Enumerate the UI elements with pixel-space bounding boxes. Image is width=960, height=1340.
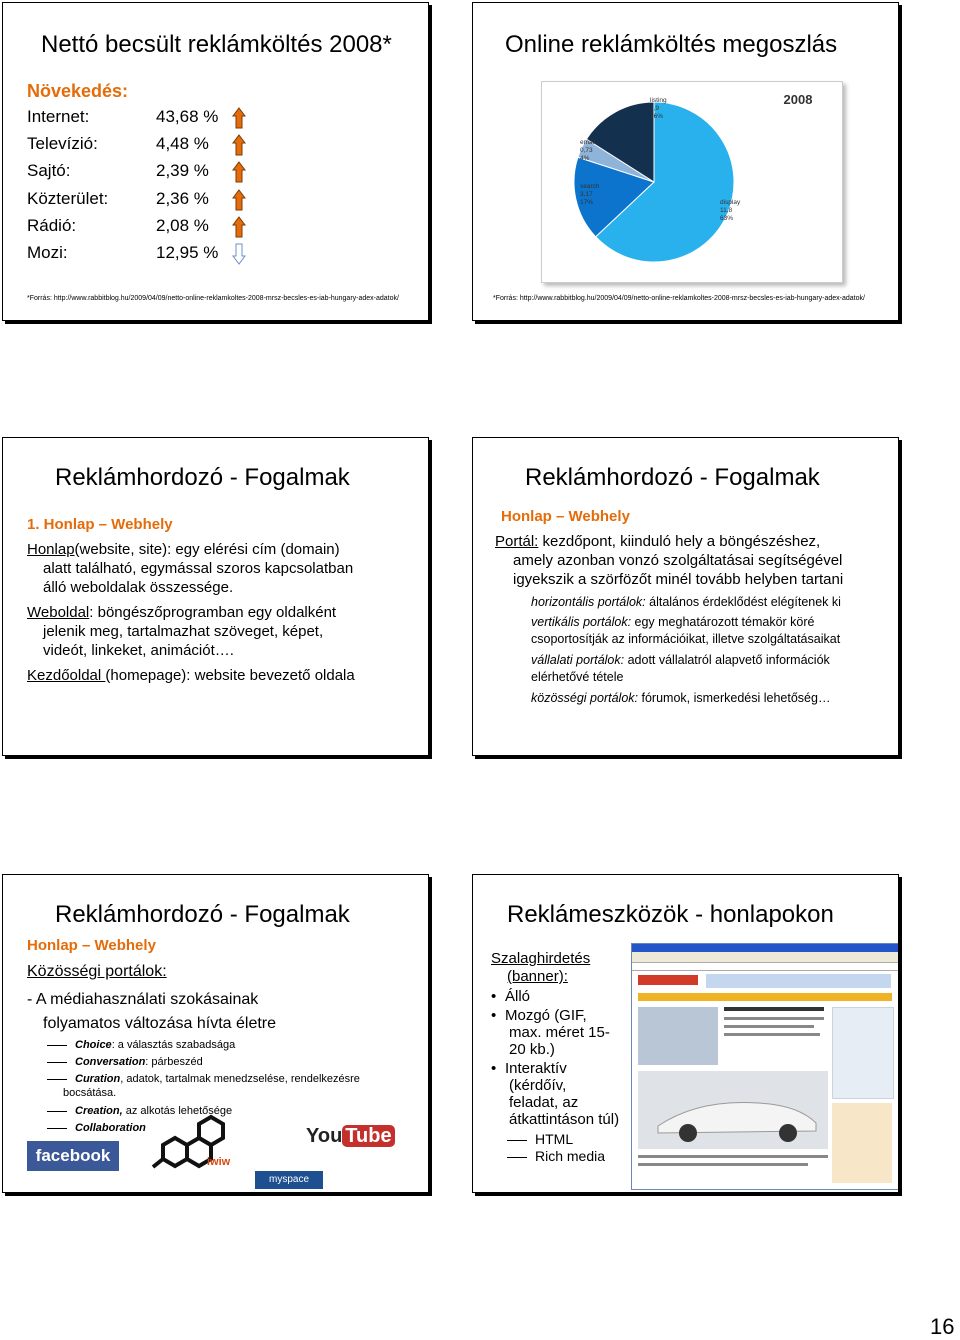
arrow-up-icon [232, 189, 246, 211]
portal-type-text: csoportosítják az információikat, illetve szolgáltatásaikat [531, 632, 841, 646]
definition-text: álló weboldalak összessége. [43, 579, 234, 596]
myspace-logo: myspace [255, 1171, 323, 1189]
sub-item-text: Rich media [535, 1148, 606, 1164]
community-heading: Közösségi portálok: [27, 963, 167, 980]
list-item-term: Choice [75, 1039, 112, 1051]
media-label: Mozi: [27, 243, 68, 262]
bullet-text: (kérdőív, [509, 1077, 567, 1094]
slide-title: Nettó becsült reklámköltés 2008* [41, 31, 392, 58]
list-item [47, 1071, 360, 1088]
dash-icon [47, 1062, 67, 1063]
portal-type-corporate [531, 652, 830, 669]
definition-weboldal [27, 603, 336, 622]
portal-type-term: vállalati portálok: [531, 653, 625, 667]
browser-address-bar [632, 963, 898, 971]
pie-label-display: display 11,8 63% [720, 199, 741, 222]
portal-type-term: horizontális portálok: [531, 595, 646, 609]
portal-type-community [531, 690, 830, 707]
media-label: Televízió: [27, 134, 98, 154]
source-note: *Forrás: http://www.rabbitblog.hu/2009/04/09/netto-online-reklamkoltes-2008-mrsz-becsles-es-iab-hungary-adex-adatok/ [493, 295, 865, 302]
list-item-term: Creation, [75, 1105, 123, 1117]
growth-row [27, 161, 247, 187]
banner-heading: (banner): [507, 968, 568, 985]
bullet-text: Álló [505, 988, 531, 1005]
bullet-item: • Mozgó (GIF, [491, 1007, 587, 1024]
list-item-term: Collaboration [75, 1122, 146, 1134]
bullet-text: Mozgó (GIF, [505, 1007, 587, 1024]
youtube-logo [306, 1125, 395, 1148]
definition-text: kezdőpont, kiinduló hely a böngészéshez, [538, 533, 821, 550]
pie-chart-frame [541, 81, 843, 283]
sub-item-text: HTML [535, 1131, 574, 1147]
page-number: 16 [930, 1314, 955, 1339]
slide-title: Reklámeszközök - honlapokon [507, 901, 834, 928]
portal-type-text: elérhetővé tétele [531, 670, 624, 684]
media-label: Sajtó: [27, 161, 71, 181]
definition-text: (homepage): website bevezető oldala [105, 667, 355, 684]
media-label: Internet: [27, 107, 90, 126]
banner-heading: Szalaghirdetés [491, 950, 591, 967]
portal-type-term: vertikális portálok: [531, 615, 632, 629]
slide-subtitle: Honlap – Webhely [27, 937, 156, 954]
dash-icon [47, 1045, 67, 1046]
definition-text: igyekszik a szörfözőt minél tovább helyben tartani [513, 571, 844, 588]
text-line [724, 1025, 814, 1028]
dash-icon [47, 1128, 67, 1129]
slide-subtitle: Honlap – Webhely [501, 508, 630, 525]
bullet-text: átkattintáson túl) [509, 1111, 620, 1128]
browser-titlebar [632, 944, 898, 952]
term-weboldal: Weboldal [27, 604, 90, 621]
portal-type-text: egy meghatározott témakör köré [631, 615, 815, 629]
bullet-item: • Álló [491, 988, 531, 1005]
lead-text: folyamatos változása hívta életre [43, 1015, 277, 1032]
pie-chart [542, 82, 842, 282]
svg-text:iwiw: iwiw [207, 1156, 231, 1168]
term-kezdooldal: Kezdőoldal [27, 667, 106, 684]
list-item-text: : párbeszéd [145, 1056, 203, 1068]
lead-text: - A médiahasználati szokásainak [27, 991, 259, 1008]
definition-text: amely azonban vonzó szolgáltatásai segítségével [513, 552, 843, 569]
portal-type-text: fórumok, ismerkedési lehetőség… [638, 691, 831, 705]
site-navigation [638, 993, 892, 1001]
source-note: *Forrás: http://www.rabbitblog.hu/2009/04/09/netto-online-reklamkoltes-2008-mrsz-becsles-es-iab-hungary-adex-adatok/ [27, 295, 399, 302]
slide-title: Online reklámköltés megoszlás [505, 31, 838, 58]
slide-title: Reklámhordozó - Fogalmak [55, 464, 350, 491]
growth-value: 4,48 % [156, 134, 209, 154]
arrow-up-icon [232, 107, 246, 129]
headline [724, 1007, 824, 1011]
bullet-item: • Interaktív [491, 1060, 567, 1077]
list-item [47, 1054, 203, 1071]
browser-toolbar [632, 952, 898, 963]
list-item-continuation: bocsátása. [63, 1087, 117, 1099]
arrow-up-icon [232, 134, 246, 156]
pie-label-listing: listing 2,9 16% [650, 97, 667, 120]
growth-value: 43,68 % [156, 107, 219, 126]
term-honlap: Honlap [27, 541, 75, 558]
definition-text: (website, site): egy elérési cím (domain) [74, 541, 340, 558]
text-line [724, 1017, 824, 1020]
slide-community-portals [2, 874, 429, 1193]
browser-viewport [632, 971, 898, 1189]
definition-honlap [27, 540, 340, 559]
growth-value: 2,08 % [156, 215, 209, 235]
news-photo [638, 1007, 718, 1065]
youtube-logo-tube: Tube [342, 1125, 394, 1147]
pie-label-email: email 0,73 4% [580, 139, 596, 162]
growth-value: 2,36 % [156, 188, 209, 208]
slide-online-ad-share [472, 2, 899, 321]
media-label: Rádió: [27, 215, 77, 235]
pie-label-search: search 3,17 17% [580, 183, 600, 206]
text-line [638, 1163, 808, 1166]
facebook-logo: facebook [27, 1141, 119, 1171]
list-item [47, 1103, 232, 1120]
list-item-text: az alkotás lehetősége [122, 1105, 233, 1117]
growth-value: 12,95 % [156, 243, 219, 262]
definition-kezdooldal [27, 666, 355, 685]
growth-row [27, 243, 247, 269]
list-item-text: : a választás szabadsága [111, 1039, 236, 1051]
definition-text: : böngészőprogramban egy oldalként [89, 604, 337, 621]
bullet-text: max. méret 15- [509, 1024, 610, 1041]
top-banner-ad [706, 974, 891, 988]
growth-row [27, 134, 247, 160]
portal-type-vertical [531, 614, 814, 631]
portal-type-text: adott vállalatról alapvető információk [624, 653, 830, 667]
portal-type-horizontal [531, 594, 841, 611]
growth-heading: Növekedés: [27, 81, 129, 101]
definition-text: alatt található, egymással szoros kapcsolatban [43, 560, 354, 577]
portal-type-text: általános érdeklődést elégítenek ki [645, 595, 841, 609]
growth-row [27, 107, 247, 133]
list-item [47, 1037, 235, 1054]
list-item-text: , adatok, tartalmak menedzselése, rendelkezésre [120, 1073, 360, 1085]
slide-ad-tools [472, 874, 899, 1193]
term-portal: Portál: [495, 533, 539, 550]
slide-concepts-portal [472, 437, 899, 756]
slide-title: Reklámhordozó - Fogalmak [55, 901, 350, 928]
slide-concepts-website [2, 437, 429, 756]
bullet-text: Interaktív [505, 1060, 567, 1077]
dash-icon [47, 1111, 67, 1112]
arrow-up-icon [232, 161, 246, 183]
definition-text: jelenik meg, tartalmazhat szöveget, képet, [43, 623, 324, 640]
sub-item [507, 1147, 605, 1166]
side-banner-ad [832, 1103, 892, 1183]
definition-text: videót, linkeket, animációt…. [43, 642, 234, 659]
bullet-text: feladat, az [509, 1094, 579, 1111]
dash-icon [47, 1079, 67, 1080]
text-line [638, 1155, 828, 1158]
list-item [47, 1120, 146, 1137]
arrow-up-icon [232, 216, 246, 238]
text-line [724, 1033, 820, 1036]
browser-screenshot [631, 943, 899, 1190]
slide-subtitle: 1. Honlap – Webhely [27, 516, 173, 533]
side-column [832, 1007, 894, 1099]
list-item-term: Conversation [75, 1056, 146, 1068]
slide-net-ad-spend [2, 2, 429, 321]
car-banner-ad [638, 1071, 828, 1149]
pie-chart-title: 2008 [783, 92, 813, 107]
growth-value: 2,39 % [156, 161, 209, 181]
portal-type-term: közösségi portálok: [531, 691, 639, 705]
car-icon [638, 1071, 828, 1149]
slide-title: Reklámhordozó - Fogalmak [525, 464, 820, 491]
definition-portal [495, 532, 820, 551]
bullet-text: 20 kb.) [509, 1041, 555, 1058]
list-item-term: Curation [75, 1073, 121, 1085]
growth-row [27, 216, 247, 242]
arrow-down-icon [232, 243, 246, 265]
growth-row [27, 189, 247, 215]
media-label: Közterület: [27, 188, 109, 208]
youtube-logo-you: You [306, 1125, 343, 1147]
site-logo [638, 975, 698, 985]
